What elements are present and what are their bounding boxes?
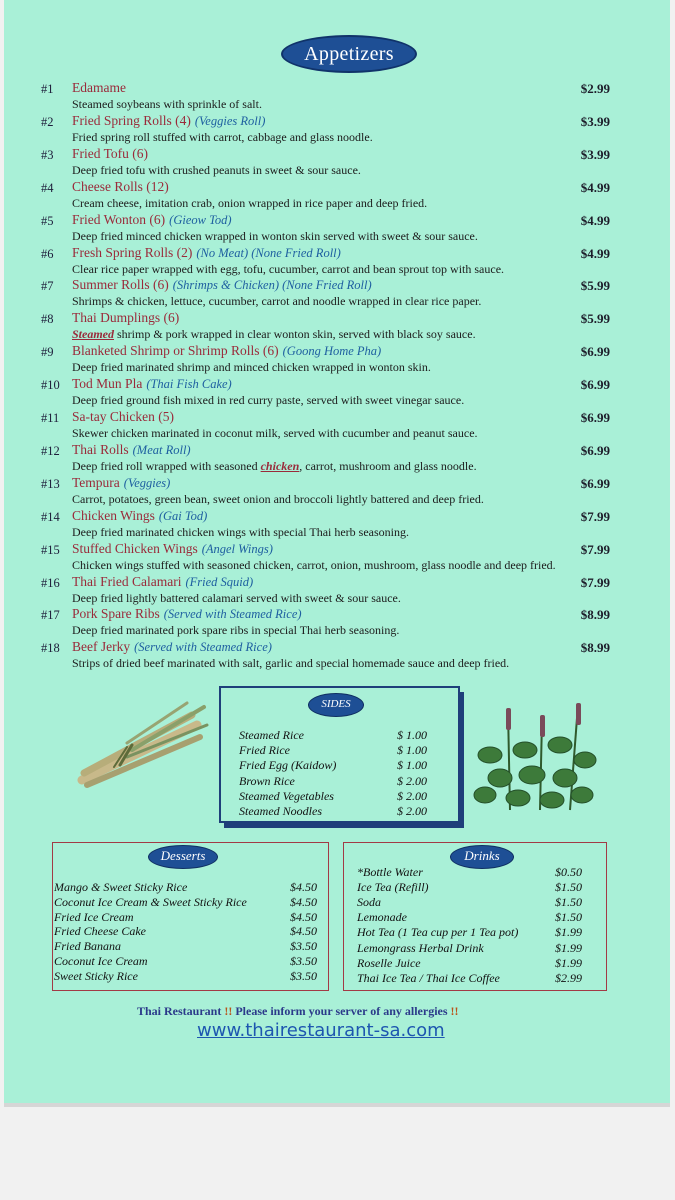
item-name xyxy=(72,574,253,590)
item-number: #6 xyxy=(41,246,54,261)
item-price: $6.99 xyxy=(580,442,610,458)
side-name: Brown Rice xyxy=(239,773,295,788)
dessert-price: $4.50 xyxy=(290,880,317,894)
item-price: $4.99 xyxy=(580,212,610,228)
item-name xyxy=(72,409,174,425)
appetizer-item xyxy=(4,113,670,146)
item-number: #9 xyxy=(41,345,54,360)
warning-icon: !! xyxy=(224,1004,233,1018)
item-number: #15 xyxy=(41,542,60,557)
item-price: $2.99 xyxy=(580,81,610,96)
dessert-price: $4.50 xyxy=(290,909,317,924)
item-description xyxy=(72,360,431,375)
appetizer-item xyxy=(4,245,670,278)
dessert-price: $4.50 xyxy=(290,894,317,909)
item-description xyxy=(72,492,484,507)
dessert-row xyxy=(54,954,317,969)
dessert-row xyxy=(54,880,317,895)
item-description-text: Shrimps & chicken, lettuce, cucumber, carrot and noodle wrapped in clear rice paper. xyxy=(72,294,482,309)
appetizer-item xyxy=(4,409,670,442)
drink-price: $2.99 xyxy=(555,970,582,985)
drink-name: Ice Tea (Refill) xyxy=(357,880,429,895)
item-description-text: Strips of dried beef marinated with salt, garlic and special homemade sauce and deep fried. xyxy=(72,656,510,671)
item-price: $8.99 xyxy=(580,607,610,623)
item-number: #10 xyxy=(41,378,60,393)
appetizer-item xyxy=(4,639,670,672)
drink-price: $1.99 xyxy=(555,940,582,955)
drink-row xyxy=(357,880,582,895)
drinks-title: Drinks xyxy=(464,848,500,863)
item-description xyxy=(72,163,361,178)
side-row xyxy=(239,773,427,789)
website-link[interactable]: www.thairestaurant-sa.com xyxy=(197,1020,445,1041)
item-description-text: Deep fried minced chicken wrapped in wonton skin served with sweet & sour sauce. xyxy=(72,228,478,243)
dessert-price: $3.50 xyxy=(290,954,317,968)
item-number: #2 xyxy=(41,114,54,129)
sides-title-oval xyxy=(308,693,364,717)
item-number: #16 xyxy=(41,575,60,590)
side-row xyxy=(239,804,427,819)
item-price: $7.99 xyxy=(580,574,610,590)
item-name-text: Sa-tay Chicken (5) xyxy=(72,409,174,424)
drink-name: *Bottle Water xyxy=(357,865,423,879)
item-number: #13 xyxy=(41,476,60,491)
side-price: $ 2.00 xyxy=(397,788,427,803)
drinks-title-oval xyxy=(450,845,514,869)
side-price: $ 1.00 xyxy=(397,758,427,773)
side-name: Steamed Noodles xyxy=(239,804,322,818)
side-row xyxy=(239,728,427,743)
sides-title: SIDES xyxy=(321,698,351,710)
item-name xyxy=(72,639,272,655)
item-number: #18 xyxy=(41,641,60,656)
drink-price: $1.50 xyxy=(555,910,582,925)
dessert-name: Mango & Sweet Sticky Rice xyxy=(54,880,188,894)
item-subtitle: (Veggies) xyxy=(123,475,171,490)
item-name-text: Summer Rolls (6) xyxy=(72,277,169,293)
dessert-price: $3.50 xyxy=(290,939,317,954)
item-name xyxy=(72,442,191,458)
drink-name: Lemonade xyxy=(357,910,407,925)
appetizer-item xyxy=(4,508,670,541)
desserts-title: Desserts xyxy=(160,848,206,863)
item-name-text: Fried Wonton (6) xyxy=(72,211,166,227)
item-description xyxy=(72,525,409,540)
item-name xyxy=(72,475,170,491)
drink-row xyxy=(357,970,582,986)
item-description-text: Steamed soybeans with sprinkle of salt. xyxy=(72,97,262,111)
item-name xyxy=(72,310,179,326)
item-description-text: Cream cheese, imitation crab, onion wrapped in rice paper and deep fried. xyxy=(72,195,428,210)
dessert-name: Coconut Ice Cream & Sweet Sticky Rice xyxy=(54,894,247,909)
side-name: Fried Rice xyxy=(239,743,290,758)
item-description-text: , carrot, mushroom and glass noodle. xyxy=(299,458,477,473)
item-description-text: Deep fried ground fish mixed in red curry paste, served with sweet vinegar sauce. xyxy=(72,393,465,408)
item-description xyxy=(72,623,399,638)
item-description-text: Fried spring roll stuffed with carrot, cabbage and glass noodle. xyxy=(72,129,373,144)
item-price: $7.99 xyxy=(580,541,610,557)
item-name-text: Tod Mun Pla xyxy=(72,376,143,392)
item-number: #7 xyxy=(41,279,54,294)
item-description xyxy=(72,262,504,277)
appetizers-header-oval xyxy=(281,35,417,73)
dessert-name: Fried Ice Cream xyxy=(54,909,134,924)
item-price: $3.99 xyxy=(580,146,610,162)
item-name xyxy=(72,80,126,96)
drink-row xyxy=(357,955,582,971)
item-description xyxy=(72,327,476,342)
item-description xyxy=(72,656,509,671)
dessert-row xyxy=(54,909,317,925)
drink-row xyxy=(357,895,582,910)
item-name-text: Chicken Wings xyxy=(72,507,155,523)
dessert-row xyxy=(54,939,317,954)
item-description-emphasis: Steamed xyxy=(72,327,114,342)
appetizer-item xyxy=(4,310,670,343)
item-price: $4.99 xyxy=(580,179,610,195)
menu-page xyxy=(4,0,670,1103)
item-subtitle: (Goong Home Pha) xyxy=(282,344,382,359)
item-price: $6.99 xyxy=(580,377,610,393)
drink-row xyxy=(357,910,582,925)
item-description xyxy=(72,130,373,145)
item-name xyxy=(72,113,265,129)
item-description-text: Deep fried marinated pork spare ribs in special Thai herb seasoning. xyxy=(72,623,400,638)
allergy-notice xyxy=(137,1004,459,1019)
item-number: #1 xyxy=(41,82,54,96)
item-name-text: Fried Tofu (6) xyxy=(72,145,149,161)
side-name: Steamed Rice xyxy=(239,728,304,742)
dessert-price: $4.50 xyxy=(290,924,317,939)
item-subtitle: (Served with Steamed Rice) xyxy=(163,607,302,622)
item-description-text: Deep fried marinated chicken wings with special Thai herb seasoning. xyxy=(72,524,410,539)
item-price: $8.99 xyxy=(580,640,610,656)
item-number: #5 xyxy=(41,213,54,228)
item-price: $5.99 xyxy=(580,311,610,327)
item-name-text: Pork Spare Ribs xyxy=(72,606,160,622)
drink-price: $1.50 xyxy=(555,895,582,910)
item-name xyxy=(72,146,148,162)
item-description xyxy=(72,196,427,211)
lemongrass-illustration xyxy=(72,695,212,795)
item-name xyxy=(72,179,169,195)
side-price: $ 1.00 xyxy=(397,728,427,742)
dessert-row xyxy=(54,894,317,910)
drink-name: Thai Ice Tea / Thai Ice Coffee xyxy=(357,970,500,985)
appetizer-item xyxy=(4,442,670,475)
item-subtitle: (Shrimps & Chicken) (None Fried Roll) xyxy=(172,278,372,293)
appetizer-item xyxy=(4,277,670,310)
drink-row xyxy=(357,925,582,940)
drink-price: $1.99 xyxy=(555,955,582,970)
item-number: #11 xyxy=(41,411,60,425)
item-subtitle: (Fried Squid) xyxy=(185,574,254,589)
item-description xyxy=(72,97,262,112)
item-price: $6.99 xyxy=(580,475,610,491)
item-description-emphasis: chicken xyxy=(260,458,300,473)
item-name-text: Thai Fried Calamari xyxy=(72,573,182,589)
item-description-text: Carrot, potatoes, green bean, sweet onion and broccoli lightly battered and deep fried. xyxy=(72,491,484,506)
item-description-text: Deep fried tofu with crushed peanuts in sweet & sour sauce. xyxy=(72,162,361,177)
item-subtitle: (Veggies Roll) xyxy=(194,113,266,128)
dessert-row xyxy=(54,924,317,939)
allergy-notice-text: Please inform your server of any allergies xyxy=(235,1004,448,1018)
item-name xyxy=(72,508,207,524)
appetizer-item xyxy=(4,146,670,179)
item-description xyxy=(72,426,478,441)
item-description xyxy=(72,591,401,606)
item-number: #3 xyxy=(41,147,54,162)
item-name-text: Thai Rolls xyxy=(72,441,129,457)
dessert-name: Sweet Sticky Rice xyxy=(54,968,138,983)
item-description-text: Clear rice paper wrapped with egg, tofu, cucumber, carrot and bean sprout top with sauce. xyxy=(72,261,505,276)
item-number: #4 xyxy=(41,180,54,195)
appetizer-item xyxy=(4,80,670,113)
drink-name: Hot Tea (1 Tea cup per 1 Tea pot) xyxy=(357,925,519,940)
item-name xyxy=(72,343,381,359)
drink-name: Soda xyxy=(357,895,381,910)
item-description-text: Chicken wings stuffed with seasoned chicken, carrot, onion, mushroom, glass noodle and deep fried. xyxy=(72,557,556,572)
item-description-text: Deep fried lightly battered calamari served with sweet & sour sauce. xyxy=(72,590,401,605)
item-name xyxy=(72,245,341,261)
item-subtitle: (Gai Tod) xyxy=(158,508,208,523)
item-price: $6.99 xyxy=(580,344,610,360)
drink-price: $1.50 xyxy=(555,880,582,895)
dessert-name: Coconut Ice Cream xyxy=(54,954,148,968)
side-row xyxy=(239,758,427,773)
item-description xyxy=(72,558,556,573)
drink-price: $0.50 xyxy=(555,865,582,879)
item-name xyxy=(72,277,372,293)
item-description-text: Deep fried marinated shrimp and minced chicken wrapped in wonton skin. xyxy=(72,360,431,375)
item-number: #12 xyxy=(41,443,60,458)
item-name-text: Stuffed Chicken Wings xyxy=(72,540,198,556)
item-name-text: Tempura xyxy=(72,474,120,490)
basil-illustration xyxy=(470,700,600,815)
item-price: $5.99 xyxy=(580,278,610,294)
item-subtitle: (Served with Steamed Rice) xyxy=(134,640,272,655)
item-price: $4.99 xyxy=(580,245,610,261)
item-subtitle: (Meat Roll) xyxy=(132,442,191,457)
drink-price: $1.99 xyxy=(555,925,582,940)
drink-row xyxy=(357,940,582,956)
warning-icon: !! xyxy=(450,1004,459,1018)
item-number: #14 xyxy=(41,509,60,524)
appetizer-item xyxy=(4,179,670,212)
item-subtitle: (Angel Wings) xyxy=(201,541,273,556)
item-description xyxy=(72,229,478,244)
item-subtitle: (No Meat) (None Fried Roll) xyxy=(196,245,341,260)
appetizer-item xyxy=(4,574,670,607)
item-subtitle: (Gieow Tod) xyxy=(169,212,232,227)
side-price: $ 2.00 xyxy=(397,804,427,818)
item-name-text: Cheese Rolls (12) xyxy=(72,178,169,194)
appetizer-item xyxy=(4,376,670,409)
side-row xyxy=(239,788,427,804)
item-description xyxy=(72,459,477,474)
side-price: $ 1.00 xyxy=(397,743,427,758)
item-name-text: Edamame xyxy=(72,80,126,95)
item-description xyxy=(72,393,464,408)
item-name xyxy=(72,541,273,557)
side-name: Steamed Vegetables xyxy=(239,788,334,803)
restaurant-name: Thai Restaurant xyxy=(137,1004,222,1018)
item-name xyxy=(72,606,302,622)
dessert-name: Fried Banana xyxy=(54,939,121,954)
item-description-text: shrimp & pork wrapped in clear wonton skin, served with black soy sauce. xyxy=(114,327,476,342)
desserts-title-oval xyxy=(148,845,218,869)
dessert-name: Fried Cheese Cake xyxy=(54,924,146,939)
appetizer-item xyxy=(4,606,670,639)
appetizer-item xyxy=(4,212,670,245)
item-number: #8 xyxy=(41,312,54,327)
drink-row xyxy=(357,865,582,880)
appetizer-item xyxy=(4,541,670,574)
item-description-text: Skewer chicken marinated in coconut milk, served with cucumber and peanut sauce. xyxy=(72,426,478,440)
dessert-row xyxy=(54,968,317,984)
drink-name: Roselle Juice xyxy=(357,955,421,970)
drink-name: Lemongrass Herbal Drink xyxy=(357,940,484,955)
appetizer-item xyxy=(4,343,670,376)
item-description xyxy=(72,294,481,309)
appetizers-title: Appetizers xyxy=(304,43,394,65)
item-price: $7.99 xyxy=(580,508,610,524)
item-name-text: Fresh Spring Rolls (2) xyxy=(72,244,193,260)
side-name: Fried Egg (Kaidow) xyxy=(239,758,337,773)
item-name xyxy=(72,376,232,392)
item-name-text: Thai Dumplings (6) xyxy=(72,310,180,326)
dessert-price: $3.50 xyxy=(290,968,317,983)
item-subtitle: (Thai Fish Cake) xyxy=(146,377,232,392)
item-name-text: Fried Spring Rolls (4) xyxy=(72,112,191,128)
item-number: #17 xyxy=(41,608,60,623)
side-row xyxy=(239,743,427,758)
side-price: $ 2.00 xyxy=(397,773,427,788)
item-name-text: Beef Jerky xyxy=(72,639,131,655)
appetizer-item xyxy=(4,475,670,508)
item-name xyxy=(72,212,232,228)
item-price: $3.99 xyxy=(580,113,610,129)
item-name-text: Blanketed Shrimp or Shrimp Rolls (6) xyxy=(72,343,279,359)
item-price: $6.99 xyxy=(580,410,610,425)
item-description-text: Deep fried roll wrapped with seasoned xyxy=(72,458,261,473)
